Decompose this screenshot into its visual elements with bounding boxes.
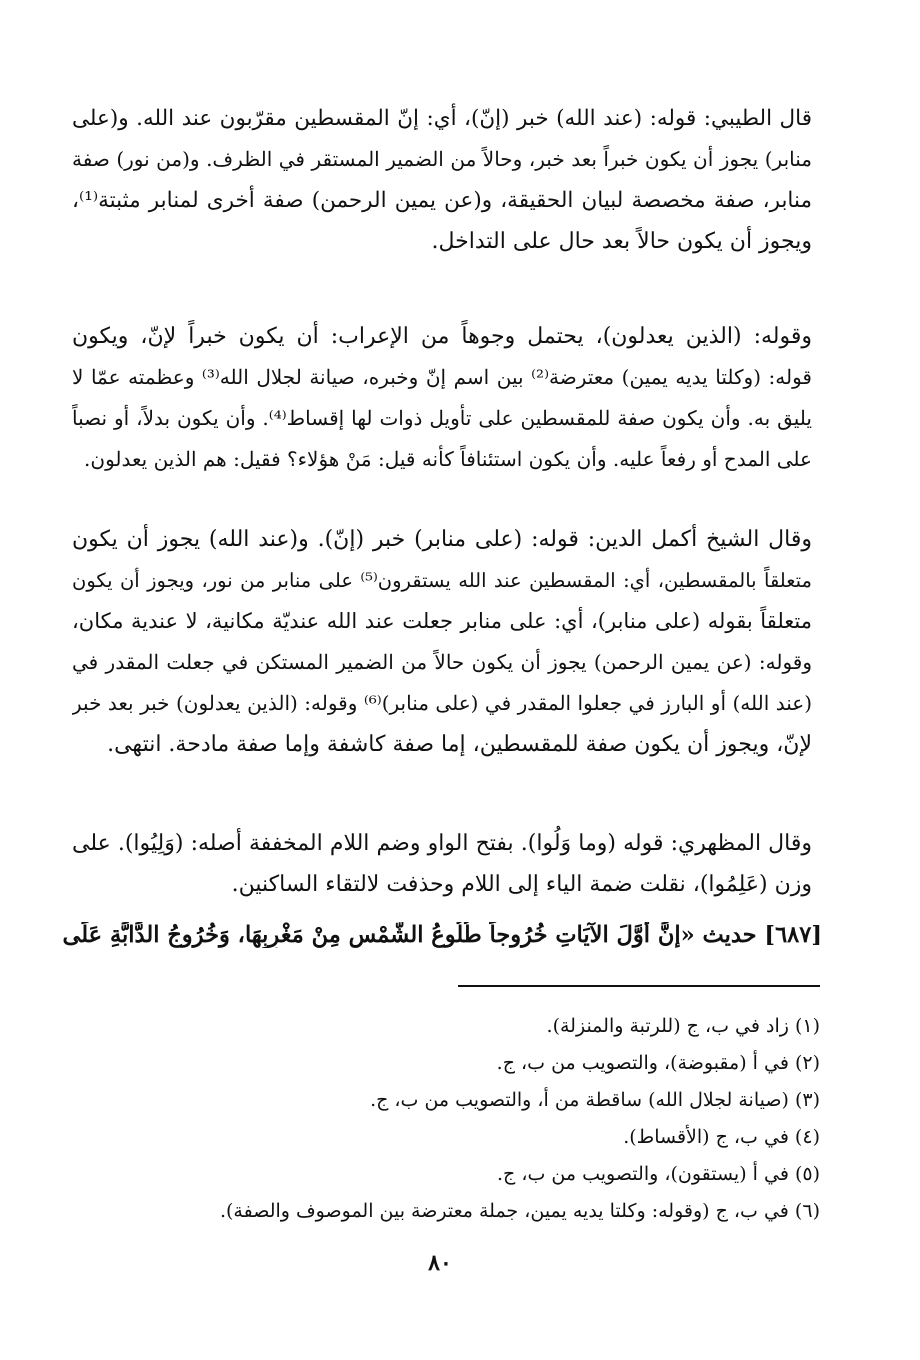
- text-line: متعلقاً بالمقسطين، أي: المقسطين عند الله يستقرون⁽⁵⁾ على منابر من نور، ويجوز أن يكون: [72, 569, 812, 592]
- text-line: وقوله: (الذين يعدلون)، يحتمل وجوهاً من الإعراب: أن يكون خبراً لإنّ، ويكون: [72, 324, 812, 349]
- text-line: وقال المظهري: قوله (وما وَلُوا). بفتح الواو وضم اللام المخففة أصله: (وَلِيُوا). على: [72, 831, 812, 856]
- footnote: (٤) في ب، ج (الأقساط).: [623, 1126, 820, 1148]
- page-number: ٨٠: [428, 1250, 452, 1276]
- text-line: قال الطيبي: قوله: (عند الله) خبر (إنّ)، أي: إنّ المقسطين مقرّبون عند الله. و(على: [72, 106, 812, 131]
- text-line: وقوله: (عن يمين الرحمن) يجوز أن يكون حالاً من الضمير المستكن في جعلت المقدر في: [72, 650, 812, 674]
- text-line: لإنّ، ويجوز أن يكون صفة للمقسطين، إما صفة كاشفة وإما صفة مادحة. انتهى.: [107, 732, 812, 757]
- paragraph-irab: [72, 316, 812, 480]
- text-line: قوله: (وكلتا يديه يمين) معترضة⁽²⁾ بين اسم إنّ وخبره، صيانة لجلال الله⁽³⁾ وعظمته عمّا لا: [72, 365, 812, 389]
- text-line: (عند الله) أو البارز في جعلوا المقدر في (على منابر)⁽⁶⁾ وقوله: (الذين يعدلون) خبر بعد خبر: [72, 691, 812, 715]
- text-line: وزن (عَلِمُوا)، نقلت ضمة الياء إلى اللام وحذفت لالتقاء الساكنين.: [231, 872, 812, 897]
- text-line: منابر) يجوز أن يكون خبراً بعد خبر، وحالاً من الضمير المستقر في الظرف. و(من نور) صفة: [72, 147, 812, 171]
- hadith-heading: [٦٨٧] حديث «إِنَّ أَوَّلَ الآيَاتِ خُرُوجاً طُلُوعُ الشَّمْسِ مِنْ مَغْرِبِهَا، وَخُرُوجُ الدَّابَّةِ عَلَى: [62, 922, 822, 948]
- paragraph-mazhari: [72, 823, 812, 905]
- footnote: (٢) في أ (مقبوضة)، والتصويب من ب، ج.: [496, 1052, 820, 1074]
- text-line: منابر، صفة مخصصة لبيان الحقيقة، و(عن يمين الرحمن) صفة أخرى لمنابر مثبتة⁽¹⁾،: [72, 188, 812, 213]
- footnote: (١) زاد في ب، ج (للرتبة والمنزلة).: [546, 1015, 820, 1037]
- footnotes-list: [180, 1008, 820, 1230]
- text-line: ويجوز أن يكون حالاً بعد حال على التداخل.: [431, 229, 812, 254]
- text-line: يليق به. وأن يكون صفة للمقسطين على تأويل ذوات لها إقساط⁽⁴⁾. وأن يكون بدلاً، أو نصباً: [72, 406, 812, 430]
- footnote: (٣) (صيانة لجلال الله) ساقطة من أ، والتصويب من ب، ج.: [370, 1089, 820, 1111]
- text-line: وقال الشيخ أكمل الدين: قوله: (على منابر) خبر (إنّ). و(عند الله) يجوز أن يكون: [72, 527, 812, 552]
- paragraph-tibi: [72, 98, 812, 262]
- text-line: متعلقاً بقوله (على منابر)، أي: على منابر جعلت عند الله عنديّة مكانية، لا عندية مكان،: [72, 609, 812, 633]
- footnote: (٦) في ب، ج (وقوله: وكلتا يديه يمين، جملة معترضة بين الموصوف والصفة).: [219, 1200, 820, 1222]
- footnote-separator: [458, 985, 820, 987]
- text-line: على المدح أو رفعاً عليه. وأن يكون استئنافاً كأنه قيل: مَنْ هؤلاء؟ فقيل: هم الذين يعدلون.: [84, 447, 812, 471]
- paragraph-akmal-al-din: [72, 519, 812, 765]
- footnote: (٥) في أ (يستقون)، والتصويب من ب، ج.: [496, 1163, 820, 1185]
